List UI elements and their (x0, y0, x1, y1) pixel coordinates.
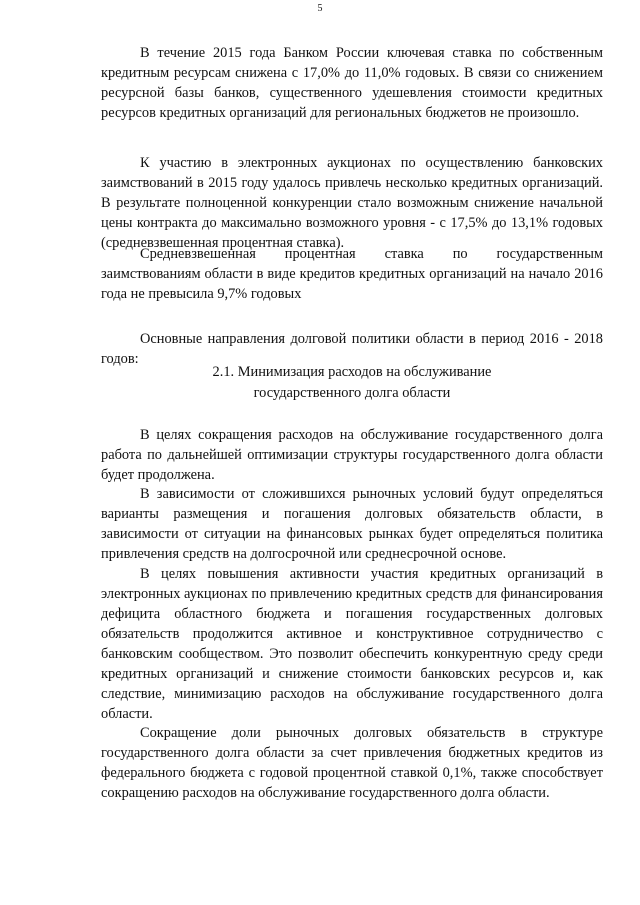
section-heading-line2: государственного долга области (253, 385, 451, 401)
paragraph-key-rate: В течение 2015 года Банком России ключевая ставка по собственным кредитным ресурсам снижена с 17,0% до 11,0% годовых. В связи со снижением ресурсной базы банков, существенного удешевления стоимости кредитных ресурсов кредитных организаций для региональных бюджетов не произошло. (101, 45, 603, 121)
paragraph-policy-directions: Основные направления долговой политики области в период 2016 - 2018 годов: (101, 331, 603, 367)
paragraph-bank-cooperation: В целях повышения активности участия кредитных организаций в электронных аукционах по привлечению кредитных средств для финансирования дефицита областного бюджета и погашения государственных долговых обязательств продолжится активное и конструктивное сотрудничество с банковским сообществом. Это позволит обеспечить конкурентную среду среди кредитных организаций и снижение стоимости банковских ресурсов и, как следствие, минимизацию расходов на обслуживание государственного долга области. (101, 566, 603, 722)
page-number: 5 (317, 3, 323, 14)
section-heading-line1: 2.1. Минимизация расходов на обслуживание (212, 364, 492, 380)
paragraph-auctions-2015: К участию в электронных аукционах по осуществлению банковских заимствований в 2015 году удалось привлечь несколько кредитных организаций. В результате полноценной конкуренции стало возможным снижение начальной цены контракта до максимально возможного уровня - с 17,5% до 13,1% годовых (средневзвешенная процентная ставка). (101, 155, 603, 251)
paragraph-optimization: В целях сокращения расходов на обслуживание государственного долга работа по дальнейшей оптимизации структуры государственного долга области будет продолжена. (101, 427, 603, 483)
paragraph-budget-credits: Сокращение доли рыночных долговых обязательств в структуре государственного долга области за счет привлечения бюджетных кредитов из федерального бюджета с годовой процентной ставкой 0,1%, также способствует сокращению расходов на обслуживание государственного долга области. (101, 725, 603, 801)
paragraph-market-conditions: В зависимости от сложившихся рыночных условий будут определяться варианты размещения и погашения долговых обязательств области, в зависимости от ситуации на финансовых рынках будет определяться политика привлечения средств на долгосрочной или среднесрочной основе. (101, 486, 603, 562)
section-heading (101, 362, 603, 404)
paragraph-average-rate: Средневзвешенная процентная ставка по государственным заимствованиям области в виде кредитов кредитных организаций на начало 2016 года не превысила 9,7% годовых (101, 246, 603, 302)
